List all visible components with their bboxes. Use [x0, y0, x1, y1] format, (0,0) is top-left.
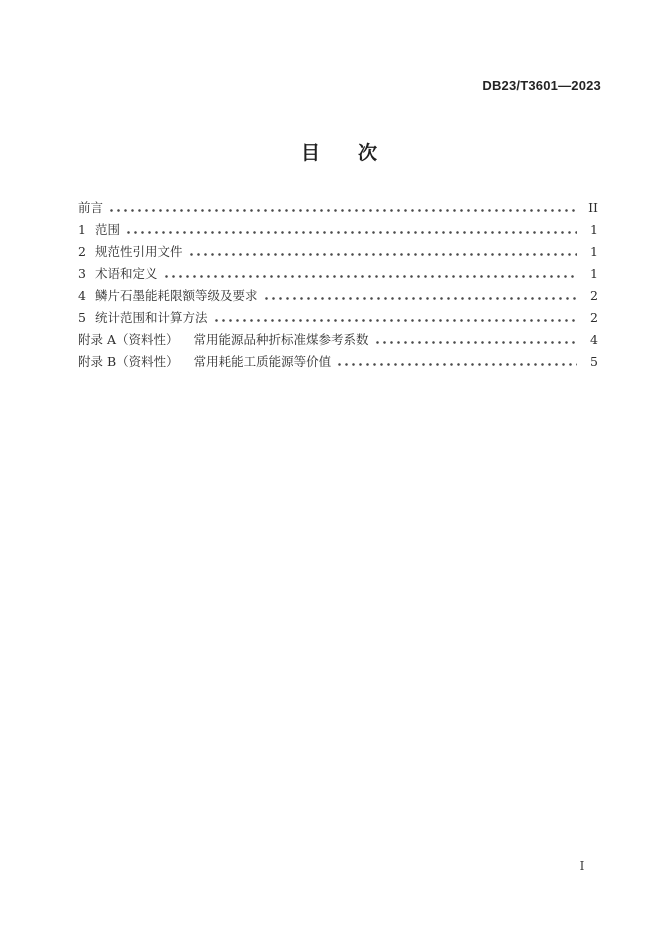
- toc-entry-number: 3: [78, 266, 86, 281]
- toc-entry-label: 统计范围和计算方法: [95, 310, 208, 325]
- toc-entry-number: 5: [78, 310, 86, 325]
- page-title: 目 次: [300, 143, 377, 164]
- toc-entry-number: 附录 B（资料性）: [78, 354, 179, 369]
- toc-entry-page-number: II: [588, 200, 598, 215]
- toc-entry-page-number: 2: [590, 288, 598, 303]
- toc-entry-label: 前言: [78, 200, 104, 215]
- toc-entry-page-number: 1: [590, 244, 598, 259]
- toc-entry-page-number: 5: [590, 354, 598, 369]
- toc-entry-label: 范围: [95, 222, 121, 237]
- toc-entry-label: 鳞片石墨能耗限额等级及要求: [95, 288, 258, 303]
- footer-page-number: I: [579, 859, 585, 873]
- toc-entry: [78, 307, 598, 329]
- toc-entry: [78, 351, 598, 373]
- table-of-contents: [78, 197, 598, 373]
- toc-dot-leader: [163, 266, 577, 278]
- toc-entry: [78, 219, 598, 241]
- toc-entry: [78, 197, 598, 219]
- toc-entry-page-number: 4: [590, 332, 598, 347]
- toc-entry: [78, 263, 598, 285]
- toc-entry-page-number: 1: [590, 266, 598, 281]
- toc-entry: [78, 329, 598, 351]
- toc-dot-leader: [336, 354, 577, 366]
- toc-dot-leader: [188, 244, 577, 256]
- toc-entry-number: 4: [78, 288, 86, 303]
- toc-entry-page-number: 2: [590, 310, 598, 325]
- toc-entry-page-number: 1: [590, 222, 598, 237]
- standard-code: DB23/T3601—2023: [482, 78, 601, 93]
- toc-dot-leader: [263, 288, 577, 300]
- toc-entry-label: 常用耗能工质能源等价值: [193, 354, 332, 369]
- toc-dot-leader: [374, 332, 577, 344]
- toc-entry-number: 1: [78, 222, 86, 237]
- toc-dot-leader: [108, 200, 577, 212]
- toc-entry-label: 常用能源品种折标准煤参考系数: [193, 332, 369, 347]
- toc-entry: [78, 241, 598, 263]
- toc-entry-label: 规范性引用文件: [95, 244, 183, 259]
- toc-dot-leader: [213, 310, 577, 322]
- toc-entry-label: 术语和定义: [95, 266, 158, 281]
- toc-entry-number: 2: [78, 244, 86, 259]
- toc-dot-leader: [125, 222, 577, 234]
- toc-entry-number: 附录 A（资料性）: [78, 332, 179, 347]
- toc-entry: [78, 285, 598, 307]
